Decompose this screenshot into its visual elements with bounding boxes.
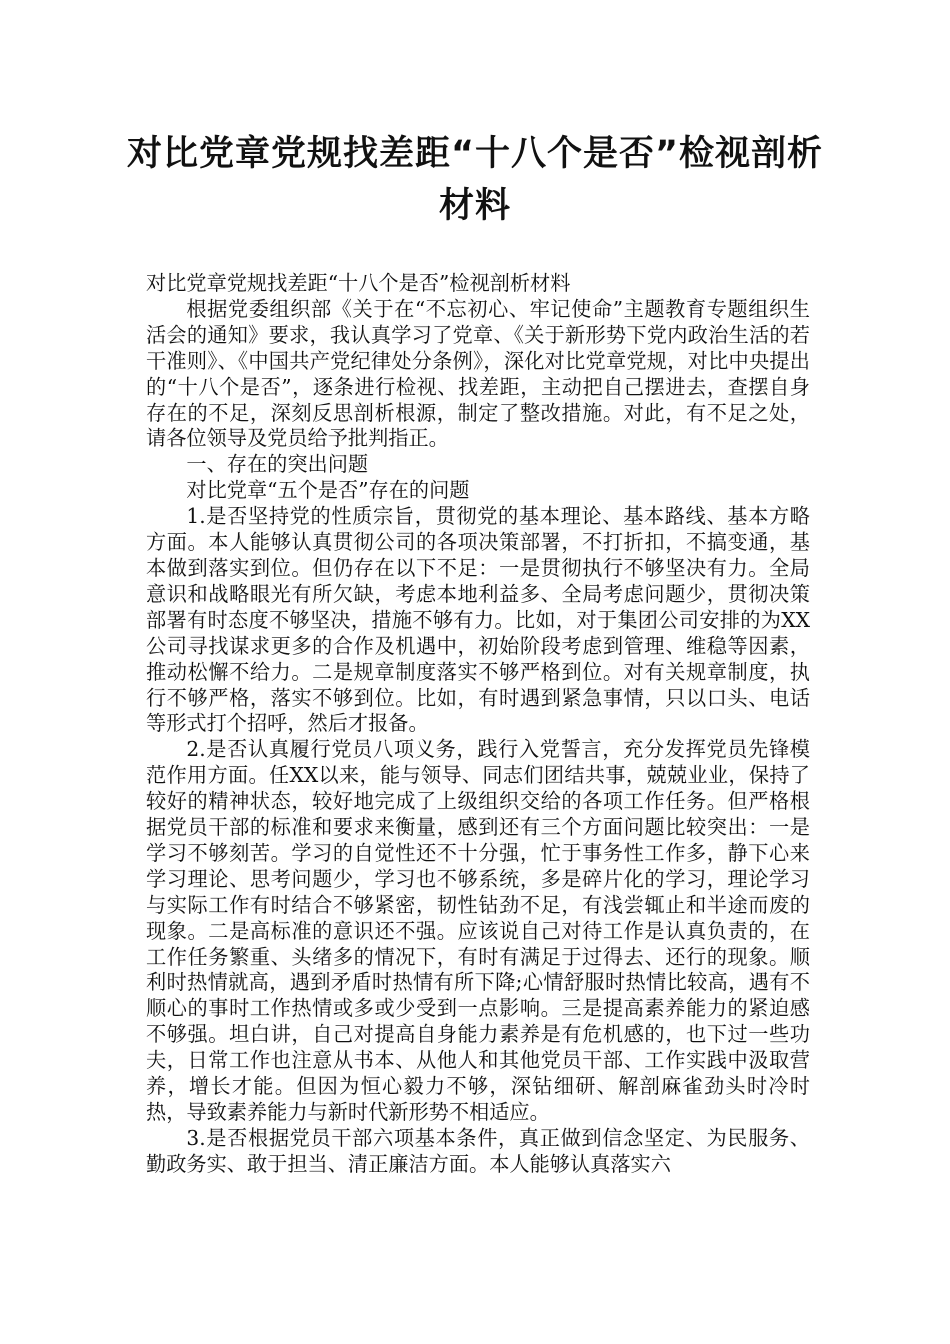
subsection-heading: 对比党章“五个是否”存在的问题 <box>186 478 470 503</box>
intro-paragraph: 根据党委组织部《关于在“不忘初心、牢记使命”主题教育专题组织生活会的通知》要求，我认真学习了党章、《关于新形势下党内政治生活的若干准则》、《中国共产党纪律处分条例》，深化对比党章党规，对比中央提出的“十八个是否”，逐条进行检视、找差距，主动把自己摆进去，查摆自身存在的不足，深刻反思剖析根源，制定了整改措施。对此，有不足之处，请各位领导及党员给予批判指正。 <box>146 296 810 451</box>
item-1-paragraph: 1.是否坚持党的性质宗旨，贯彻党的基本理论、基本路线、基本方略方面。本人能够认真贯彻公司的各项决策部署，不打折扣，不搞变通，基本做到落实到位。但仍存在以下不足：一是贯彻执行不够坚决有力。全局意识和战略眼光有所欠缺，考虑本地利益多、全局考虑问题少，贯彻决策部署有时态度不够坚决，措施不够有力。比如，对于集团公司安排的为XX公司寻找谋求更多的合作及机遇中，初始阶段考虑到管理、维稳等因素，推动松懈不给力。二是规章制度落实不够严格到位。对有关规章制度，执行不够严格，落实不够到位。比如，有时遇到紧急事情，只以口头、电话等形式打个招呼，然后才报备。 <box>146 504 810 736</box>
document-title: 对比党章党规找差距“十八个是否”检视剖析材料 <box>126 134 823 226</box>
item-3-paragraph: 3.是否根据党员干部六项基本条件，真正做到信念坚定、为民服务、勤政务实、敢于担当、清正廉洁方面。本人能够认真落实六 <box>146 1125 810 1176</box>
body-subtitle-line: 对比党章党规找差距“十八个是否”检视剖析材料 <box>146 271 571 295</box>
section-heading: 一、存在的突出问题 <box>186 452 369 477</box>
item-2-paragraph: 2.是否认真履行党员八项义务，践行入党誓言，充分发挥党员先锋模范作用方面。任XX以来，能与领导、同志们团结共事，兢兢业业，保持了较好的精神状态，较好地完成了上级组织交给的各项工作任务。但严格根据党员干部的标准和要求来衡量，感到还有三个方面问题比较突出：一是学习不够刻苦。学习的自觉性还不十分强，忙于事务性工作多，静下心来学习理论、思考问题少，学习也不够系统，多是碎片化的学习，理论学习与实际工作有时结合不够紧密，韧性钻劲不足，有浅尝辄止和半途而废的现象。二是高标准的意识还不强。应该说自己对待工作是认真负责的，在工作任务繁重、头绪多的情况下，有时有满足于过得去、还行的现象。顺利时热情就高，遇到矛盾时热情有所下降;心情舒服时热情比较高，遇有不顺心的事时工作热情或多或少受到一点影响。三是提高素养能力的紧迫感不够强。坦白讲，自己对提高自身能力素养是有危机感的，也下过一些功夫，日常工作也注意从书本、从他人和其他党员干部、工作实践中汲取营养，增长才能。但因为恒心毅力不够，深钻细研、解剖麻雀劲头时冷时热，导致素养能力与新时代新形势不相适应。 <box>146 737 810 1124</box>
document-body <box>146 271 810 1178</box>
